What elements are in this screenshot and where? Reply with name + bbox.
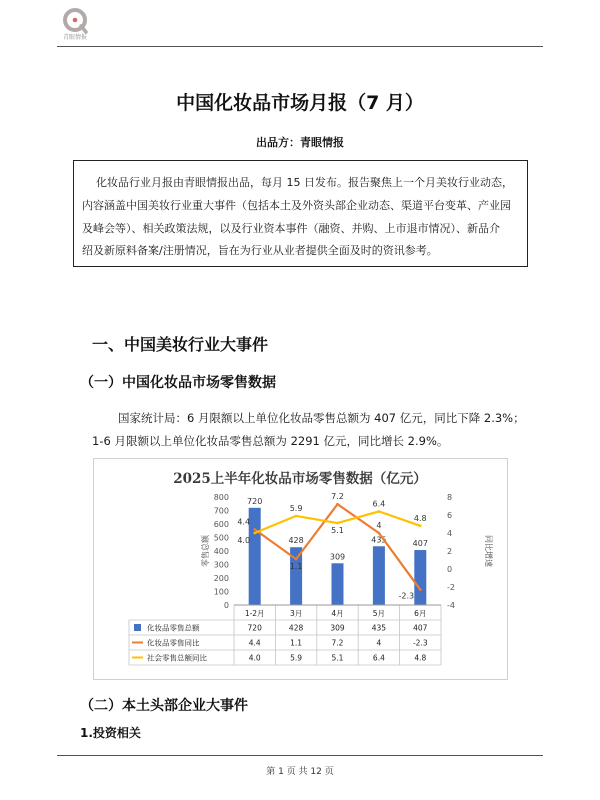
bar-data-label: 435	[371, 535, 387, 545]
y-right-tick-label: 4	[447, 529, 453, 538]
line-data-label: 4	[376, 521, 382, 530]
table-cell-value: 720	[247, 623, 262, 633]
line-data-label: 6.4	[372, 499, 386, 509]
line-point	[253, 528, 256, 531]
line-point	[378, 510, 381, 513]
y-left-tick-label: 700	[213, 506, 229, 516]
line-data-label: 4.0	[237, 536, 251, 545]
y-right-axis-title: 同比增速	[484, 535, 493, 567]
y-right-tick-label: 0	[447, 565, 453, 574]
subsection-heading: （一）中国化妆品市场零售数据	[80, 375, 276, 391]
y-right-tick-label: 6	[447, 511, 453, 520]
legend-series-name: 化妆品零售同比	[147, 638, 200, 648]
paragraph-line: 1-6 月限额以上单位化妆品零售总额为 2291 亿元，同比增长 2.9%。	[92, 434, 449, 448]
line-data-label: 4.8	[413, 513, 427, 523]
page-number: 第 1 页 共 12 页	[266, 767, 334, 777]
y-right-tick-label: -4	[447, 601, 455, 610]
category-label: 4月	[331, 609, 344, 618]
line-point	[419, 588, 422, 591]
sales-bar-4	[373, 546, 385, 605]
y-left-axis-title: 零售总额	[201, 535, 210, 567]
table-cell-value: 4	[376, 638, 382, 648]
sales-bar-5	[414, 550, 426, 605]
page-title: 中国化妆品市场月报（7 月）	[176, 92, 424, 114]
y-right-tick-label: 8	[447, 493, 453, 502]
table-cell-value: 428	[288, 623, 304, 633]
chart-canvas	[94, 459, 507, 679]
line-point	[419, 525, 422, 528]
intro-line: 及峰会等）、相关政策法规，以及行业资本事件（融资、并购、上市退市情况）、新品介	[82, 222, 500, 235]
y-left-tick-label: 600	[213, 520, 229, 529]
y-left-tick-label: 500	[213, 533, 229, 543]
line-point	[336, 503, 339, 506]
subsection-heading: （二）本土头部企业大事件	[80, 698, 248, 714]
logo	[60, 6, 90, 34]
category-label: 3月	[289, 609, 303, 618]
logo-text: 青眼情报	[62, 34, 87, 41]
bar-data-label: 428	[288, 536, 304, 546]
line-point	[378, 532, 381, 535]
y-right-tick-label: 2	[447, 547, 453, 556]
category-label: 5月	[372, 609, 386, 618]
table-cell-value: 4.8	[414, 653, 427, 663]
y-left-tick-label: 400	[213, 547, 229, 556]
footer-rule	[57, 755, 543, 756]
line-data-label: 5.9	[289, 503, 303, 513]
y-left-tick-label: 200	[213, 574, 229, 583]
table-cell-value: 407	[413, 623, 428, 633]
bar-data-label: 720	[247, 496, 263, 506]
y-right-tick-label: -2	[447, 583, 455, 592]
line-point	[253, 532, 256, 535]
table-cell-value: 1.1	[290, 638, 303, 648]
line-point	[295, 515, 298, 518]
table-cell-value: 4.0	[248, 653, 261, 663]
y-left-tick-label: 100	[213, 587, 229, 597]
table-cell-value: 5.1	[331, 653, 344, 663]
header-rule	[57, 46, 543, 47]
intro-line: 化妆品行业月报由青眼情报出品，每月 15 日发布。报告聚焦上一个月美妆行业动态，	[96, 176, 513, 189]
line-point	[295, 558, 298, 561]
chart-title: 2025上半年化妆品市场零售数据（亿元）	[173, 471, 427, 487]
table-cell-value: 5.9	[290, 653, 303, 663]
table-cell-value: 309	[330, 623, 345, 633]
sales-bar-3	[332, 563, 344, 605]
table-cell-value: -2.3	[412, 638, 428, 648]
bar-data-label: 407	[412, 539, 428, 549]
legend-key-bar	[134, 624, 141, 631]
publisher-line: 出品方：青眼情报	[256, 136, 344, 149]
bar-data-label: 309	[329, 552, 346, 562]
line-data-label: 7.2	[331, 492, 344, 502]
intro-line: 绍及新原料备案/注册情况，旨在为行业从业者提供全面及时的资讯参考。	[82, 244, 438, 257]
table-cell-value: 435	[371, 623, 387, 633]
category-label: 6月	[414, 609, 427, 618]
y-left-tick-label: 0	[223, 601, 229, 610]
line-data-label: 4.4	[237, 517, 251, 527]
line-data-label: 1.1	[289, 562, 303, 572]
legend-series-name: 社会零售总额同比	[147, 653, 207, 663]
retail-chart	[93, 458, 508, 680]
line-data-label: -2.3	[398, 591, 415, 601]
intro-line: 内容涵盖中国美妆行业重大事件（包括本土及外资头部企业动态、渠道平台变革、产业园	[82, 199, 511, 212]
legend-series-name: 化妆品零售总额	[147, 623, 200, 633]
section-heading: 一、中国美妆行业大事件	[92, 335, 269, 354]
table-cell-value: 7.2	[331, 638, 344, 648]
y-left-tick-label: 800	[213, 493, 229, 502]
y-left-tick-label: 300	[213, 560, 229, 570]
line-point	[336, 522, 339, 525]
line-data-label: 5.1	[331, 526, 344, 536]
intro-box	[73, 160, 528, 267]
paragraph-line: 国家统计局：6 月限额以上单位化妆品零售总额为 407 亿元，同比下降 2.3%；	[118, 411, 525, 425]
category-label: 1-2月	[244, 609, 265, 618]
logo-icon	[60, 6, 90, 34]
sales-bar-1	[249, 508, 261, 605]
table-cell-value: 4.4	[248, 638, 261, 648]
table-cell-value: 6.4	[372, 653, 385, 663]
item-heading: 1.投资相关	[80, 726, 141, 740]
